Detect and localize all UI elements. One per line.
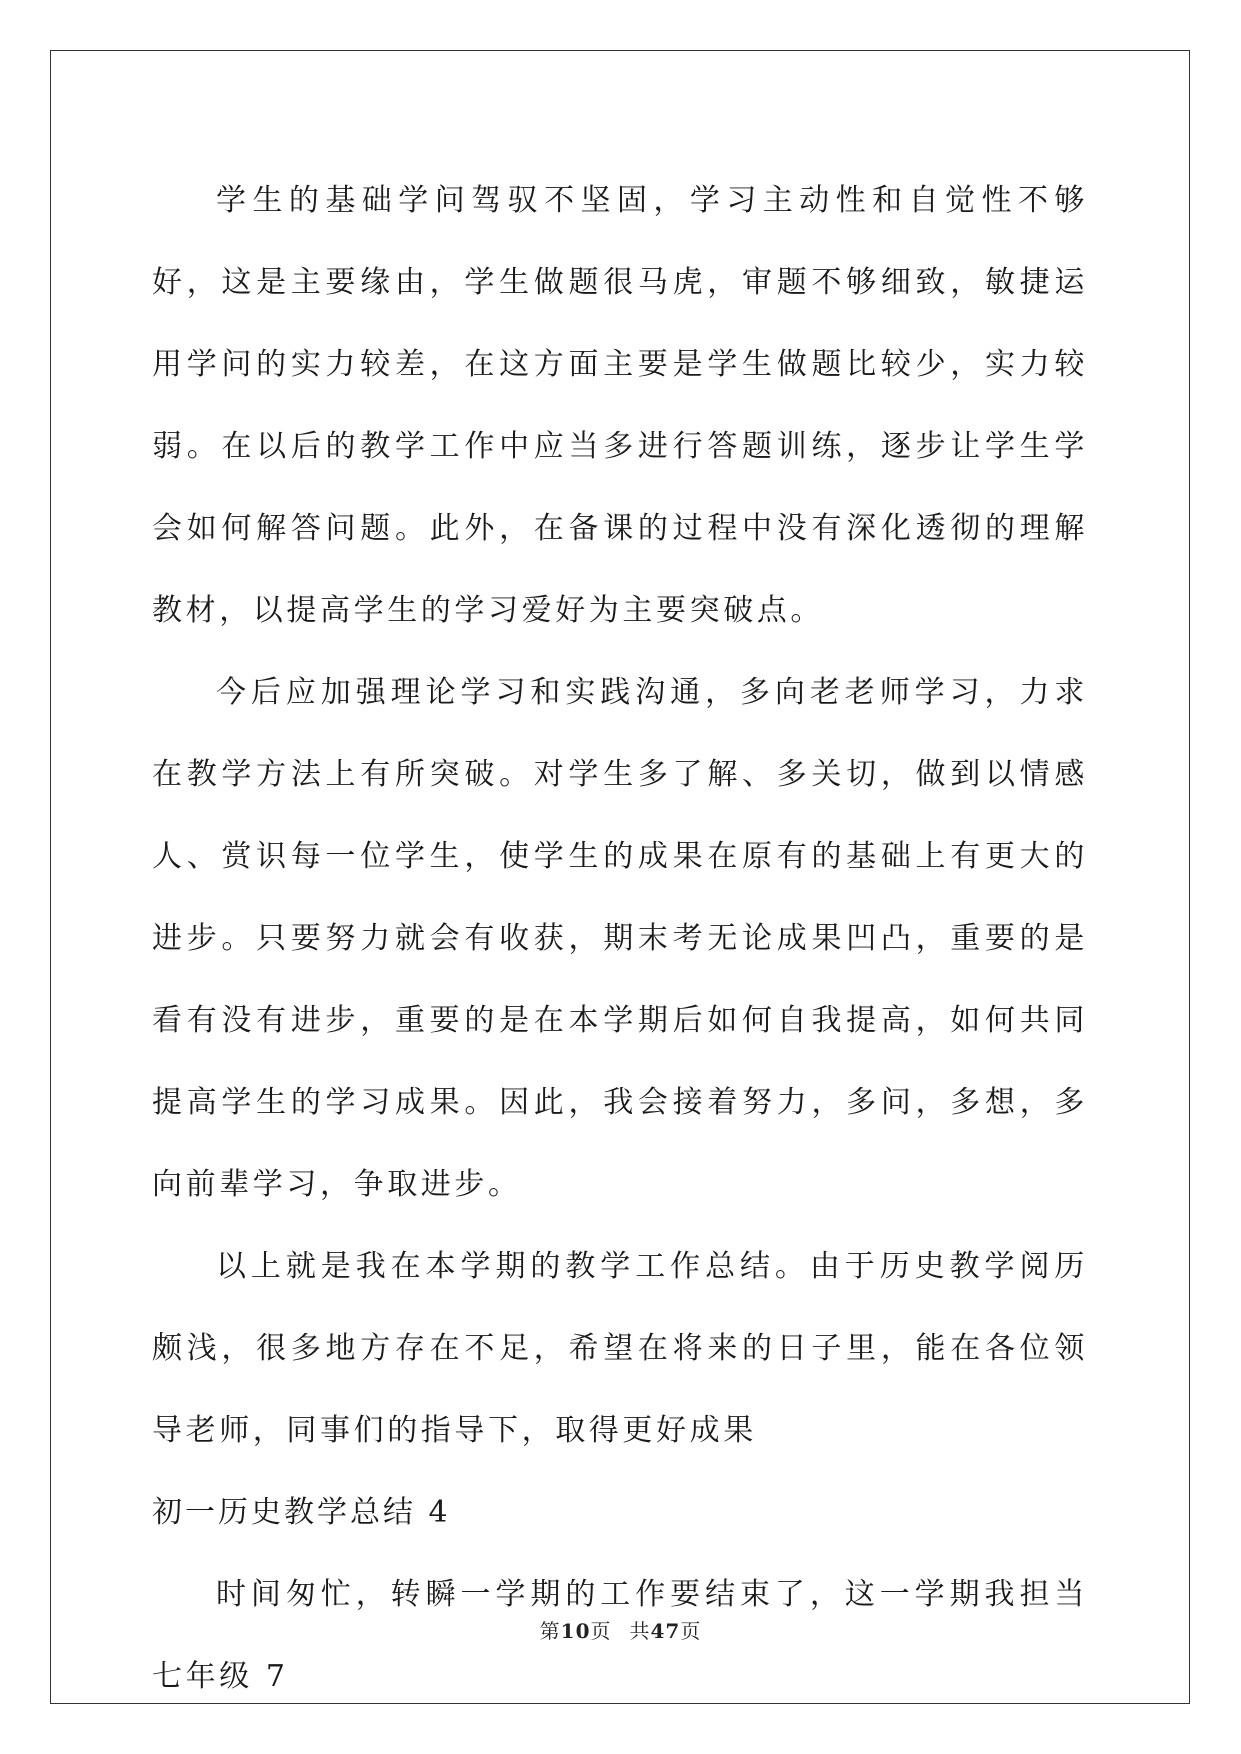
paragraph-line: 本学期后如何自我提高，如何共同提高学生的学习成果。因此，我会 [152, 1003, 1089, 1120]
paragraph-line: 方法上有所突破。对学生多了解、多关切，做到以情感人、赏识每一 [152, 757, 1088, 874]
paragraph-line: 有收获，期末考无论成果凹凸，重要的是看有没有进步，重要的是在 [152, 921, 1088, 1038]
document-body [152, 160, 1088, 1718]
paragraph-line: 中应当多进行答题训练，逐步让学生学会如何解答问题。此外，在备 [152, 429, 1088, 546]
paragraph-4: 时间匆忙，转瞬一学期的工作要结束了，这一学期我担当七年级 7 [152, 1577, 1088, 1694]
total-prefix: 共 [629, 1619, 651, 1643]
paragraph-line: 很多地方存在不足，希望在将来的日子里，能在各位领导老师，同事 [152, 1331, 1088, 1448]
paragraph-line: 差，在这方面主要是学生做题比较少，实力较弱。在以后的教学工作 [152, 347, 1088, 464]
page-prefix: 第 [539, 1619, 561, 1643]
page-number: 10 [560, 1619, 591, 1643]
page-footer [0, 1615, 1241, 1644]
paragraph-line: 突破点。 [689, 593, 825, 628]
paragraph-2 [152, 652, 1088, 1226]
page-suffix: 页 [590, 1619, 612, 1643]
section-heading: 初一历史教学总结 4 [152, 1495, 451, 1530]
paragraph-line: 接着努力，多问，多想，多向前辈学习，争取进步。 [152, 1085, 1089, 1202]
paragraph-1 [152, 160, 1088, 652]
paragraph-line: 课的过程中没有深化透彻的理解教材，以提高学生的学习爱好为主要 [152, 511, 1088, 628]
paragraph-line: 们的指导下，取得更好成果 [353, 1413, 757, 1448]
total-suffix: 页 [680, 1619, 702, 1643]
paragraph-line: 今后应加强理论学习和实践沟通，多向老老师学习，力求在教学 [152, 675, 1088, 792]
total-pages: 47 [650, 1619, 681, 1643]
paragraph-line: 学生的基础学问驾驭不坚固，学习主动性和自觉性不够好，这是 [152, 183, 1088, 300]
paragraph-line: 以上就是我在本学期的教学工作总结。由于历史教学阅历颇浅， [152, 1249, 1088, 1366]
paragraph-3 [152, 1226, 1088, 1472]
paragraph-line: 主要缘由，学生做题很马虎，审题不够细致，敏捷运用学问的实力较 [152, 265, 1088, 382]
paragraph-line: 位学生，使学生的成果在原有的基础上有更大的进步。只要努力就会 [152, 839, 1088, 956]
